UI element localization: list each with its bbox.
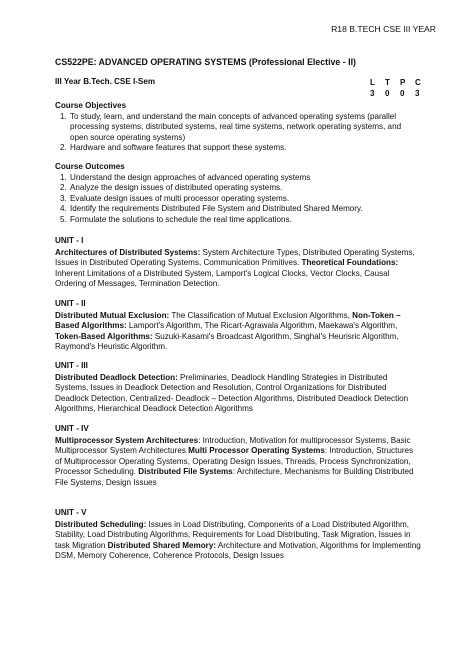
ltpc-table xyxy=(370,77,430,99)
course-title: CS522PE: ADVANCED OPERATING SYSTEMS (Professional Elective - II) xyxy=(55,57,356,67)
course-objectives xyxy=(55,101,421,154)
unit-topic: Architectures of Distributed Systems: xyxy=(55,247,201,257)
outcome-item: 4. Identify the requirements Distributed File System and Distributed Shared Memory. xyxy=(69,204,421,215)
objective-item: 1. To study, learn, and understand the main concepts of advanced operating systems (parallel processing systems, distributed systems, real time systems, network operating systems, and open source operating systems) xyxy=(69,112,421,144)
unit-text: Inherent Limitations of a Distributed System, Lamport's Logical Clocks, Vector Clocks, Causal Ordering of Messages, Termination Detection. xyxy=(55,268,390,289)
semester-label: III Year B.Tech. CSE I-Sem xyxy=(55,77,156,86)
unit-3 xyxy=(55,361,421,415)
unit-2 xyxy=(55,299,421,353)
unit-topic: Multi Processor Operating Systems xyxy=(188,446,325,456)
unit-body xyxy=(55,311,421,353)
unit-text: : Architecture, Mechanisms for Building Distributed File Systems, Design Issues xyxy=(55,467,414,487)
ltpc-t: T xyxy=(385,78,390,87)
unit-body xyxy=(55,373,421,415)
unit-topic: Non-Token – Based Algorithms: xyxy=(55,310,401,331)
unit-text: Architecture and Motivation, Algorithms for Implementing DSM, Memory Coherence, Coherence Protocols, Design Issues xyxy=(55,540,421,561)
page-header: R18 B.TECH CSE III YEAR xyxy=(331,24,436,34)
unit-topic: Distributed Mutual Exclusion: xyxy=(55,310,170,320)
objective-item: 2. Hardware and software features that support these systems. xyxy=(69,143,421,154)
unit-text: : Introduction, Structures of Multiprocessor Operating Systems, Operating Design Issues, Threads, Process Synchronization, Processor Scheduling. xyxy=(55,446,414,477)
ltpc-p: P xyxy=(400,78,406,87)
unit-topic: Distributed Deadlock Detection: xyxy=(55,372,178,382)
ltpc-l: L xyxy=(370,78,375,87)
unit-text: System Architecture Types, Distributed Operating Systems, Issues in Distributed Operating Systems, Communication Primitives. xyxy=(55,247,415,268)
unit-heading: UNIT - V xyxy=(55,508,87,517)
course-outcomes xyxy=(55,162,421,226)
unit-heading: UNIT - I xyxy=(55,236,84,245)
ltpc-header-row xyxy=(370,77,430,88)
unit-topic: Distributed File Systems xyxy=(138,467,233,477)
unit-text: Issues in Load Distributing, Components of a Load Distributed Algorithm, Stability, Load Distributing Algorithms, Requirements for Load Distributing, Task Migration, Issues in task Migration xyxy=(55,519,411,550)
unit-body xyxy=(55,520,421,562)
objectives-list xyxy=(55,112,421,154)
unit-topic: Distributed Scheduling: xyxy=(55,519,147,529)
outcome-item: 5. Formulate the solutions to schedule the real time applications. xyxy=(69,215,421,226)
ltpc-c-value: 3 xyxy=(415,89,420,98)
unit-topic: Distributed Shared Memory: xyxy=(107,540,217,550)
unit-topic: Token-Based Algorithms: xyxy=(55,331,153,341)
outcome-item: 2. Analyze the design issues of distributed operating systems. xyxy=(69,183,421,194)
outcome-item: 3. Evaluate design issues of multi processor operating systems. xyxy=(69,194,421,205)
ltpc-t-value: 0 xyxy=(385,89,390,98)
unit-topic: Theoretical Foundations: xyxy=(301,258,399,268)
ltpc-p-value: 0 xyxy=(400,89,405,98)
outcomes-heading: Course Outcomes xyxy=(55,162,125,171)
unit-topic: Multiprocessor System Architectures xyxy=(55,435,199,445)
unit-1 xyxy=(55,236,421,290)
outcomes-list xyxy=(55,173,421,226)
unit-text: Lamport's Algorithm, The Ricart-Agrawala Algorithm, Maekawa's Algorithm, xyxy=(126,321,398,331)
unit-text: : Introduction, Motivation for multiprocessor Systems, Basic Multiprocessor System Architectures xyxy=(55,435,411,456)
unit-body xyxy=(55,436,421,489)
ltpc-value-row xyxy=(370,88,430,99)
unit-4 xyxy=(55,424,421,489)
unit-heading: UNIT - III xyxy=(55,361,88,370)
unit-text: Suzuki-Kasami's Broadcast Algorithm, Singhal's Heurisric Algorithm, Raymond's Heuristic Algorithm. xyxy=(55,331,399,352)
ltpc-c: C xyxy=(415,78,421,87)
unit-heading: UNIT - II xyxy=(55,299,86,308)
unit-text: The Classification of Mutual Exclusion Algorithms, xyxy=(169,310,353,320)
ltpc-l-value: 3 xyxy=(370,89,375,98)
unit-heading: UNIT - IV xyxy=(55,424,89,433)
unit-text: Preliminaries, Deadlock Handling Strategies in Distributed Systems, Issues in Deadlock Detection and Resolution, Control Organizations for Distributed Deadlock Detection, Centralized- Deadlock – Detection Algorithms, Distributed Deadlock Detection Algorithms, Hierarchical Deadlock Detection Algorithms xyxy=(55,372,409,414)
unit-body xyxy=(55,248,421,290)
objectives-heading: Course Objectives xyxy=(55,101,127,110)
outcome-item: 1. Understand the design approaches of advanced operating systems xyxy=(69,173,421,184)
unit-5 xyxy=(55,508,421,562)
